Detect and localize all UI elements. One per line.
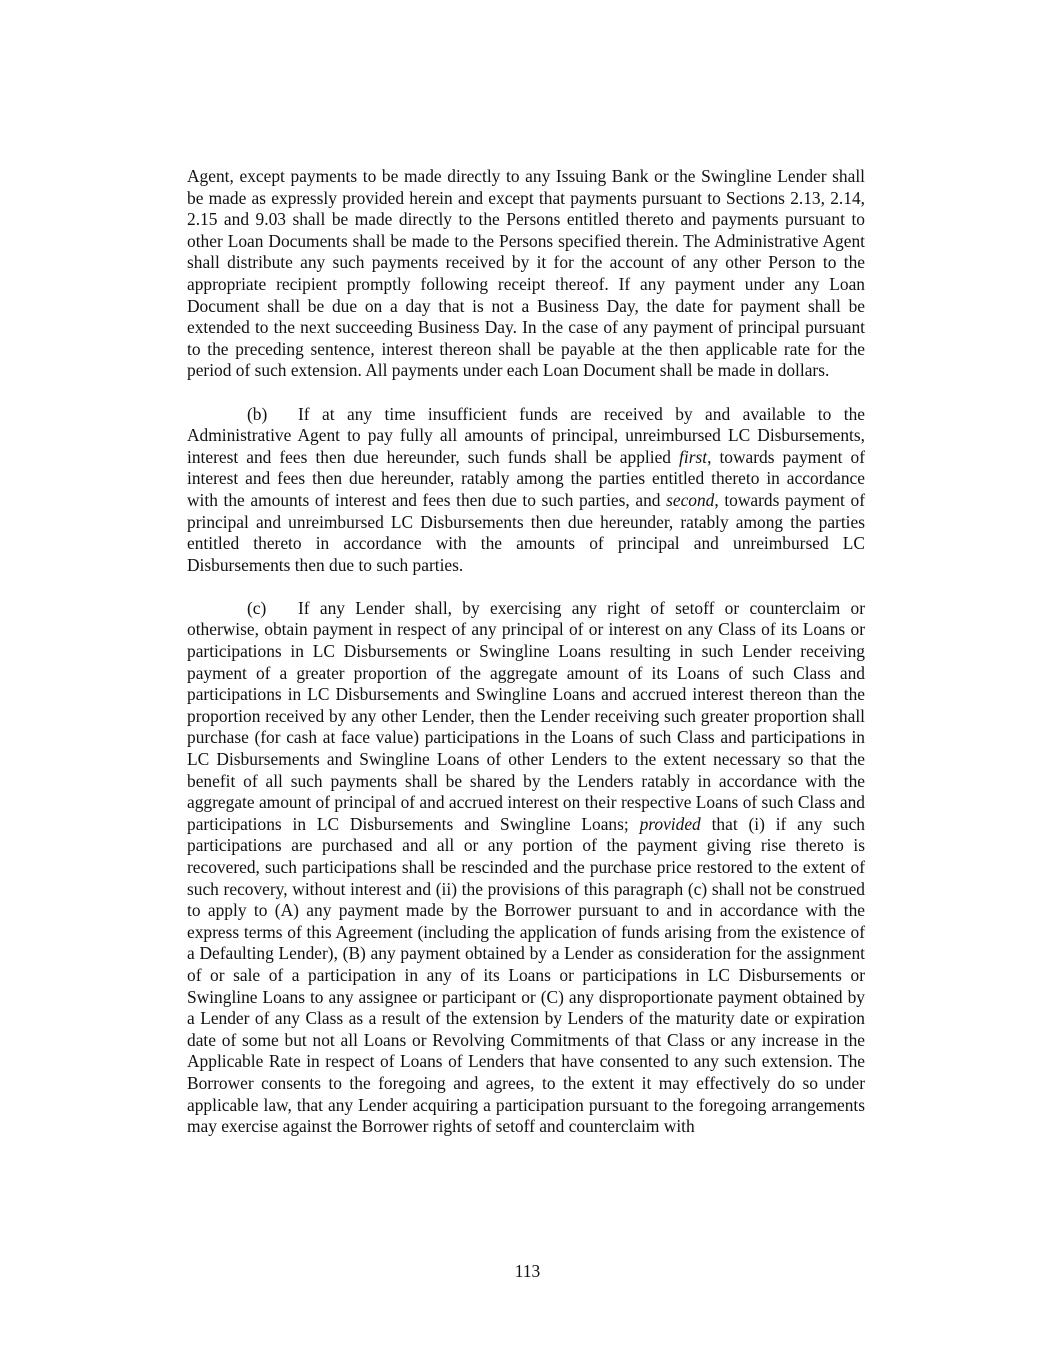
paragraph-continuation <box>187 166 865 382</box>
body-text <box>187 166 865 1138</box>
paragraph-b <box>187 404 865 577</box>
paragraph-text: If at any time insufficient funds are received by and available to the Administrative Agent to pay fully all amounts of principal, unreimbursed LC Disbursements, interest and fees then due hereunder, such funds shall be applied <box>187 403 865 467</box>
paragraph-label: (b) <box>247 403 268 424</box>
paragraph-text: , towards payment of interest and fees then due hereunder, ratably among the parties entitled thereto in accordance with the amounts of interest and fees then due to such parties, and <box>187 446 865 510</box>
paragraph-c <box>187 598 865 1138</box>
emphasis-term: first <box>679 446 708 467</box>
emphasis-term: provided <box>639 813 701 834</box>
paragraph-text: , towards payment of principal and unreimbursed LC Disbursements then due hereunder, ratably among the parties entitled thereto in accordance with the amounts of principal and unreimbursed LC Disbursements then due to such parties. <box>187 489 865 575</box>
paragraph-label: (c) <box>247 597 267 618</box>
emphasis-term: second <box>666 489 715 510</box>
paragraph-text: Agent, except payments to be made directly to any Issuing Bank or the Swingline Lender shall be made as expressly provided herein and except that payments pursuant to Sections 2.13, 2.14, 2.15 and 9.03 shall be made directly to the Persons entitled thereto and payments pursuant to other Loan Documents shall be made to the Persons specified therein. The Administrative Agent shall distribute any such payments received by it for the account of any other Person to the appropriate recipient promptly following receipt thereof. If any payment under any Loan Document shall be due on a day that is not a Business Day, the date for payment shall be extended to the next succeeding Business Day. In the case of any payment of principal pursuant to the preceding sentence, interest thereon shall be payable at the then applicable rate for the period of such extension. All payments under each Loan Document shall be made in dollars. <box>187 166 865 381</box>
paragraph-text: that (i) if any such participations are purchased and all or any portion of the payment giving rise thereto is recovered, such participations shall be rescinded and the purchase price restored to the extent of such recovery, without interest and (ii) the provisions of this paragraph (c) shall not be construed to apply to (A) any payment made by the Borrower pursuant to and in accordance with the express terms of this Agreement (including the application of funds arising from the existence of a Defaulting Lender), (B) any payment obtained by a Lender as consideration for the assignment of or sale of a participation in any of its Loans or participations in LC Disbursements or Swingline Loans to any assignee or participant or (C) any disproportionate payment obtained by a Lender of any Class as a result of the extension by Lenders of the maturity date or expiration date of some but not all Loans or Revolving Commitments of that Class or any increase in the Applicable Rate in respect of Loans of Lenders that have consented to any such extension. The Borrower consents to the foregoing and agrees, to the extent it may effectively do so under applicable law, that any Lender acquiring a participation pursuant to the foregoing arrangements may exercise against the Borrower rights of setoff and counterclaim with <box>187 813 865 1137</box>
paragraph-text: If any Lender shall, by exercising any right of setoff or counterclaim or otherwise, obtain payment in respect of any principal of or interest on any Class of its Loans or participations in LC Disbursements or Swingline Loans resulting in such Lender receiving payment of a greater proportion of the aggregate amount of its Loans of such Class and participations in LC Disbursements and Swingline Loans and accrued interest thereon than the proportion received by any other Lender, then the Lender receiving such greater proportion shall purchase (for cash at face value) participations in the Loans of such Class and participations in LC Disbursements and Swingline Loans of other Lenders to the extent necessary so that the benefit of all such payments shall be shared by the Lenders ratably in accordance with the aggregate amount of principal of and accrued interest on their respective Loans of such Class and participations in LC Disbursements and Swingline Loans; <box>187 597 865 834</box>
page-number: 113 <box>514 1261 541 1281</box>
